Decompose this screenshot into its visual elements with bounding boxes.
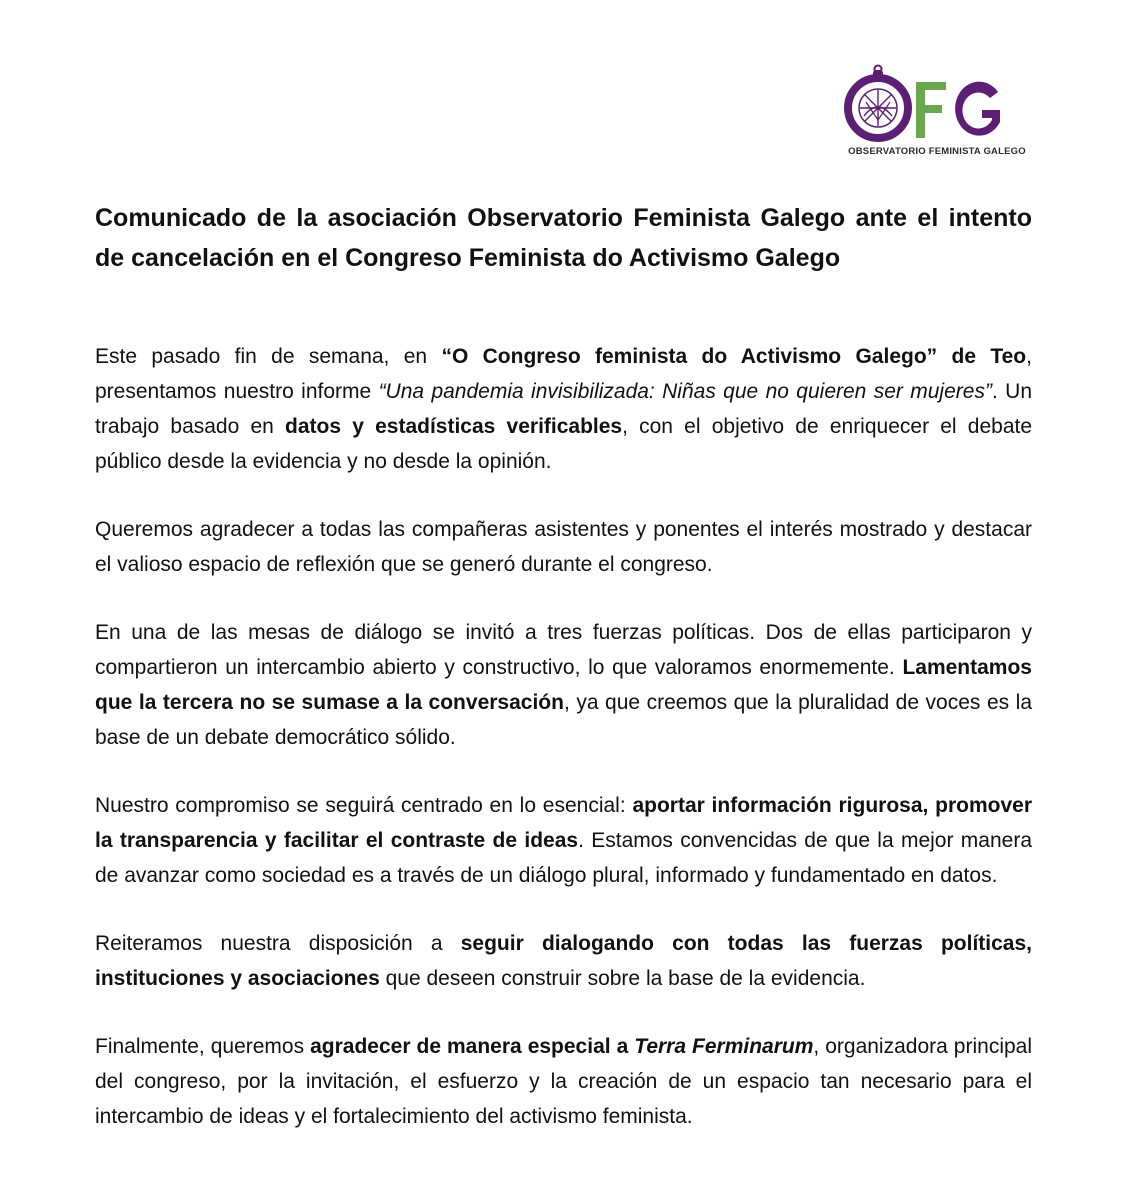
logo-caption: OBSERVATORIO FEMINISTA GALEGO: [848, 146, 1026, 157]
page-title: Comunicado de la asociación Observatorio Feminista Galego ante el intento de cancelación en el Congreso Feminista do Activismo Galego: [95, 204, 1032, 272]
paragraph-4: Nuestro compromiso se seguirá centrado en lo esencial: aportar información rigurosa, promover la transparencia y facilitar el contraste de ideas. Estamos convencidas de que la mejor manera de avanzar como sociedad es a través de un diálogo plural, informado y fundamentado en datos.: [95, 794, 1032, 887]
paragraph-3: En una de las mesas de diálogo se invitó a tres fuerzas políticas. Dos de ellas participaron y compartieron un intercambio abierto y constructivo, lo que valoramos enormemente. Lamentamos que la tercera no se sumase a la conversación, ya que creemos que la pluralidad de voces es la base de un debate democrático sólido.: [95, 621, 1032, 749]
paragraph-2: Queremos agradecer a todas las compañeras asistentes y ponentes el interés mostrado y destacar el valioso espacio de reflexión que se generó durante el congreso.: [95, 518, 1032, 576]
statement-body: [95, 339, 1032, 1167]
ofg-logo: [842, 62, 1032, 162]
paragraph-1: Este pasado fin de semana, en “O Congreso feminista do Activismo Galego” de Teo, presentamos nuestro informe “Una pandemia invisibilizada: Niñas que no quieren ser mujeres”. Un trabajo basado en datos y estadísticas verificables, con el objetivo de enriquecer el debate público desde la evidencia y no desde la opinión.: [95, 345, 1033, 473]
paragraph-5: Reiteramos nuestra disposición a seguir dialogando con todas las fuerzas políticas, instituciones y asociaciones que deseen construir sobre la base de la evidencia.: [95, 932, 1032, 990]
ofg-logo-mark: [842, 62, 1032, 146]
paragraph-6: Finalmente, queremos agradecer de manera especial a Terra Ferminarum, organizadora principal del congreso, por la invitación, el esfuerzo y la creación de un espacio tan necesario para el intercambio de ideas y el fortalecimiento del activismo feminista.: [95, 1035, 1033, 1128]
